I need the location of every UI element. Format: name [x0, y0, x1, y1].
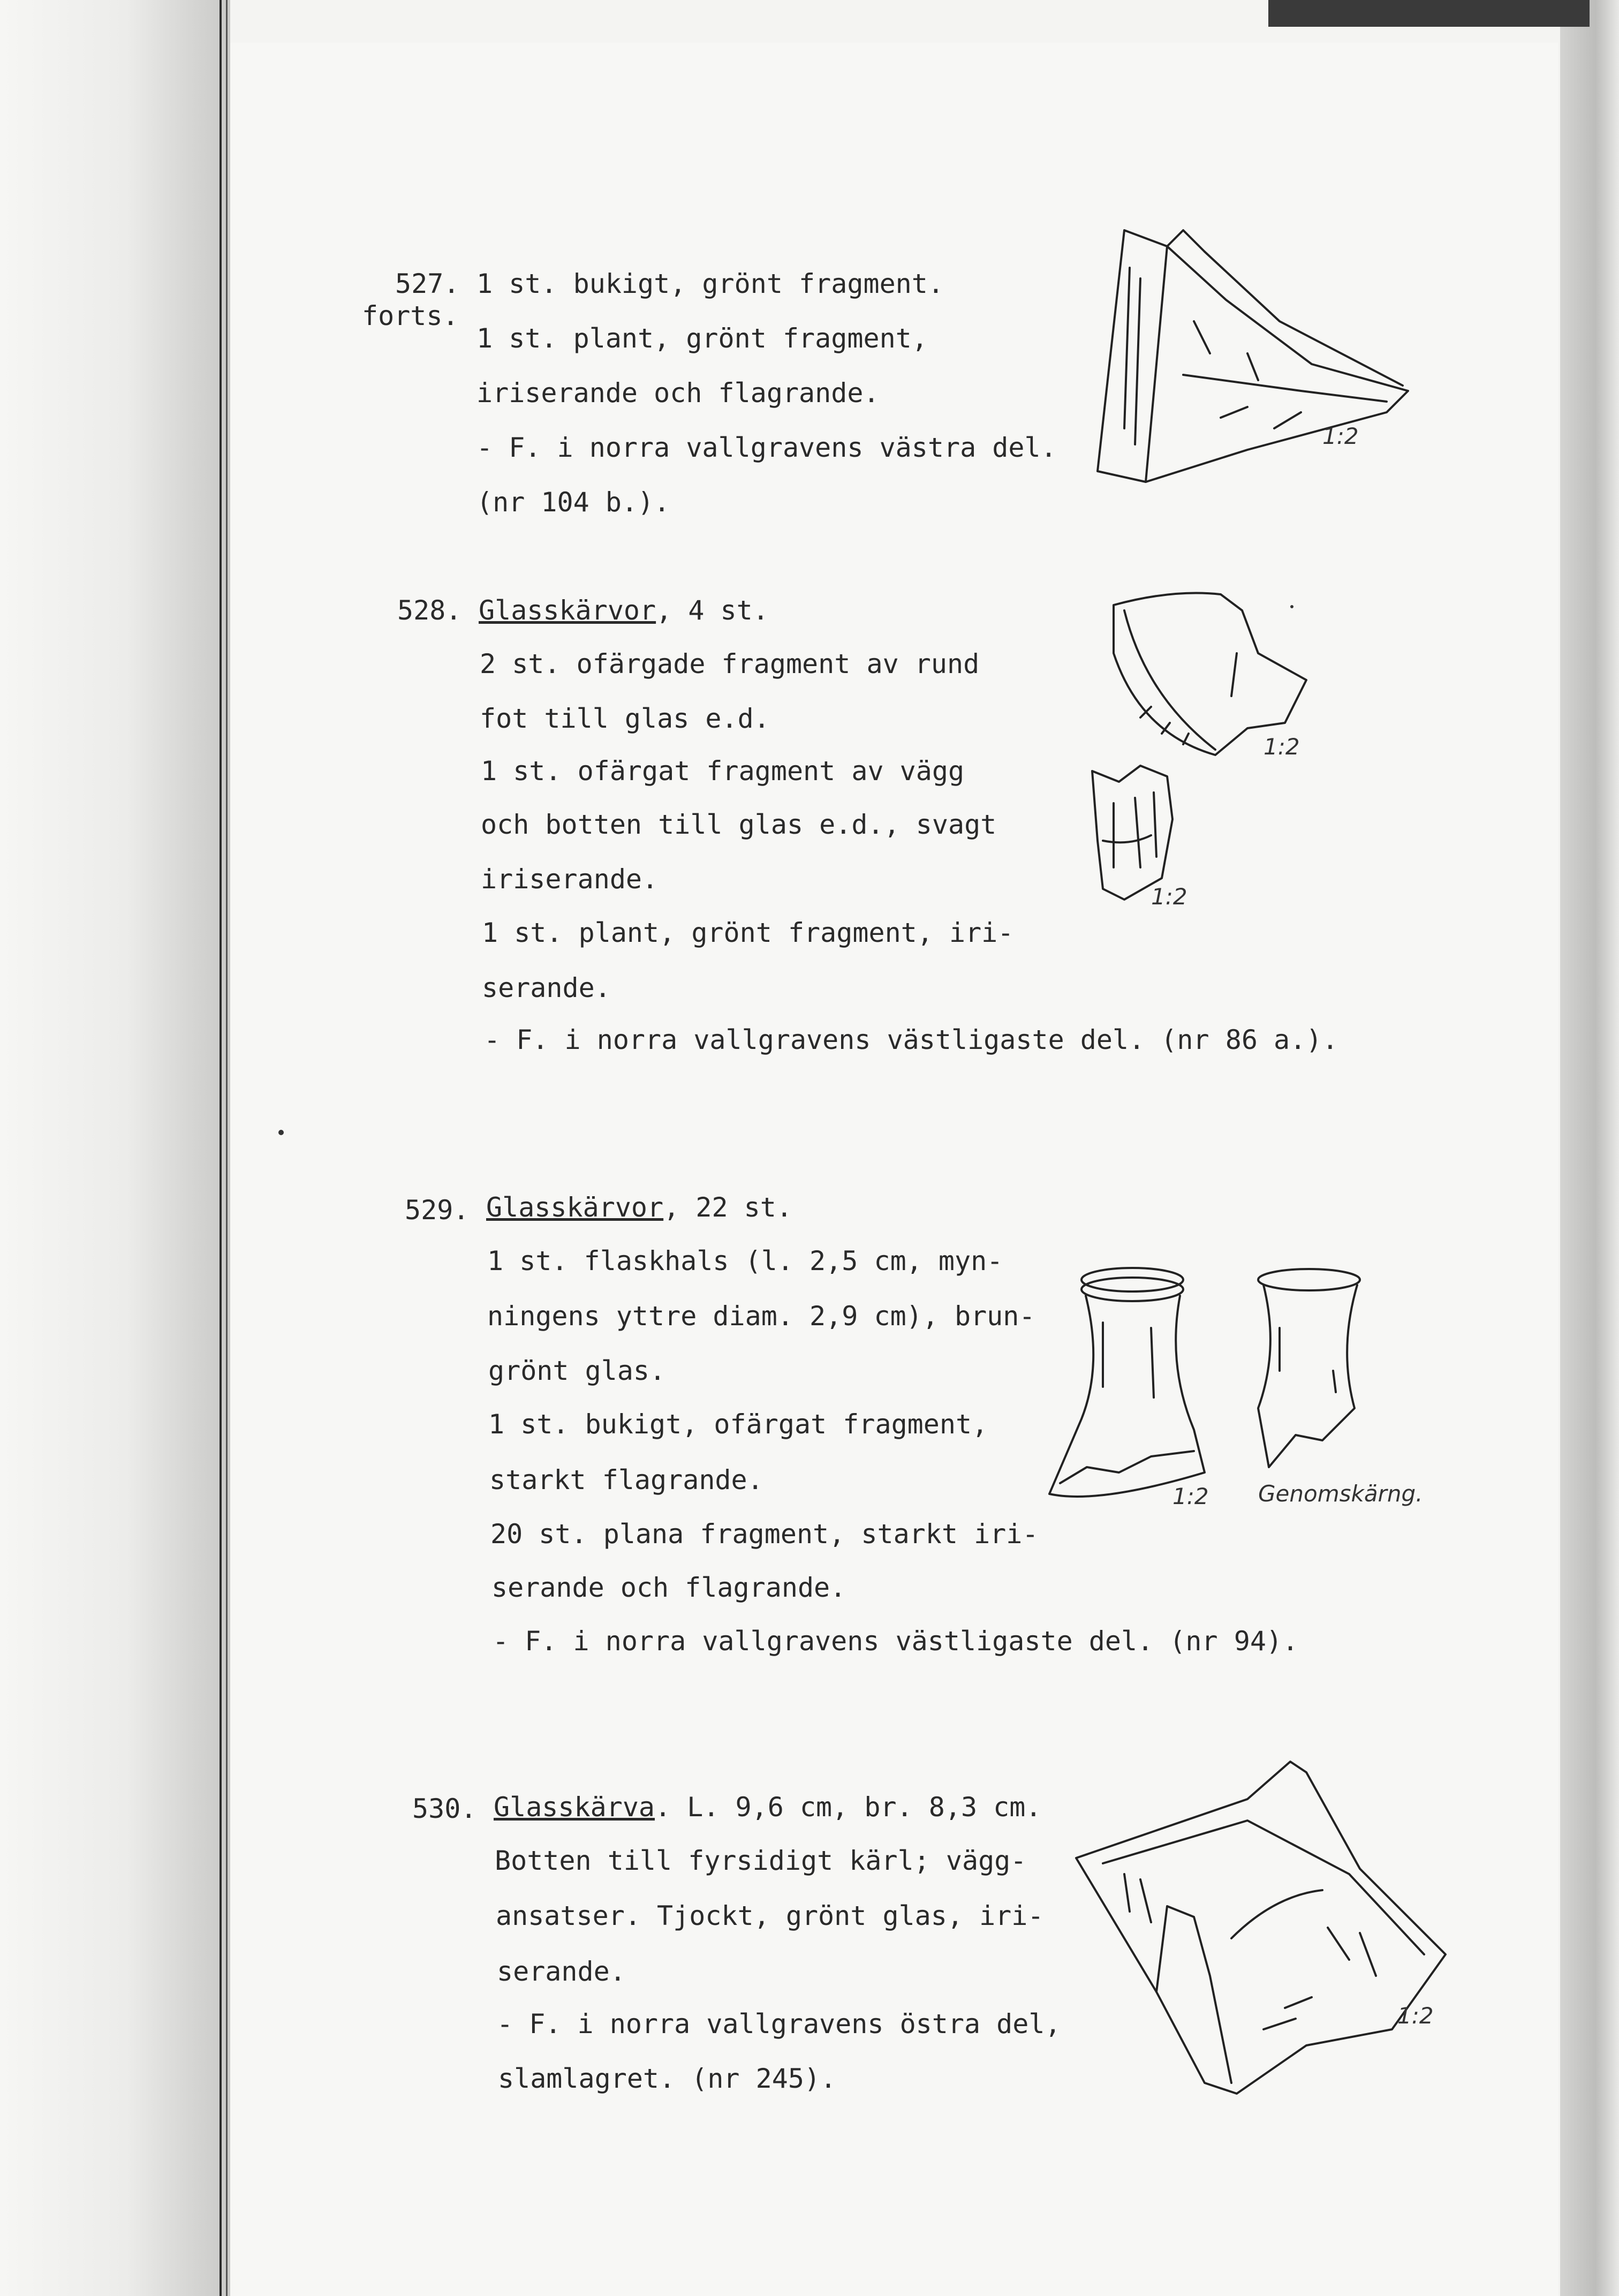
entry-line: fot till glas e.d.: [480, 703, 770, 734]
entry-heading: [494, 1791, 1042, 1823]
entry-line: grönt glas.: [488, 1355, 666, 1386]
entry-line: Botten till fyrsidigt kärl; vägg-: [495, 1845, 1027, 1876]
scale-label: 1:2: [1172, 1483, 1209, 1509]
entry-number: 529.: [405, 1195, 470, 1226]
entry-title-rest: . L. 9,6 cm, br. 8,3 cm.: [655, 1792, 1042, 1823]
entry-title: Glasskärvor: [479, 595, 656, 626]
entry-line: 1 st. flaskhals (l. 2,5 cm, myn-: [487, 1245, 1003, 1277]
entry-line: - F. i norra vallgravens västra del.: [476, 432, 1057, 463]
entry-title: Glasskärvor: [486, 1192, 664, 1223]
entry-line: - F. i norra vallgravens östra del,: [497, 2008, 1061, 2040]
entry-line: 1 st. plant, grönt fragment,: [476, 323, 928, 354]
entry-line: 1 st. ofärgat fragment av vägg: [481, 756, 965, 787]
bottle-neck-sketch-529: [1044, 1258, 1215, 1505]
scale-label: 1:2: [1264, 734, 1300, 760]
scale-label: 1:2: [1322, 423, 1359, 449]
spine-edge-line: [220, 0, 222, 2296]
fragment-sketch-527: [1087, 214, 1419, 503]
entry-line: slamlagret. (nr 245).: [498, 2063, 837, 2094]
entry-line: 2 st. ofärgade fragment av rund: [480, 648, 980, 679]
entry-number: 528.: [397, 595, 462, 626]
scale-label: 1:2: [1151, 883, 1187, 910]
entry-line: ningens yttre diam. 2,9 cm), brun-: [487, 1301, 1035, 1332]
entry-title-rest: , 22 st.: [663, 1192, 792, 1223]
spine-edge-line-inner: [226, 0, 228, 2296]
entry-heading: [479, 594, 769, 626]
entry-title-rest: , 4 st.: [656, 595, 769, 626]
entry-line: - F. i norra vallgravens västligaste del. (nr 94).: [493, 1626, 1299, 1657]
right-page-edge: [1560, 0, 1619, 2296]
entry-continued-label: forts.: [362, 300, 459, 331]
entry-line: - F. i norra vallgravens västligaste del. (nr 86 a.).: [484, 1024, 1338, 1055]
entry-heading: [486, 1191, 792, 1223]
entry-line: serande och flagrande.: [491, 1572, 846, 1603]
entry-line: iriserande och flagrande.: [476, 377, 880, 409]
entry-line: och botten till glas e.d., svagt: [481, 809, 997, 840]
stray-mark: [1290, 605, 1293, 608]
entry-number: 527.: [395, 268, 460, 299]
entry-line: 1 st. bukigt, ofärgat fragment,: [488, 1409, 988, 1440]
entry-line: serande.: [482, 972, 611, 1003]
entry-line: 1 st. bukigt, grönt fragment.: [476, 268, 944, 299]
book-spine-shadow: [0, 0, 230, 2296]
stray-mark: [278, 1130, 284, 1135]
entry-title: Glasskärva: [494, 1792, 655, 1823]
vessel-base-sketch-530: [1071, 1751, 1456, 2104]
entry-line: iriserande.: [481, 864, 659, 895]
entry-line: 20 st. plana fragment, starkt iri-: [490, 1519, 1039, 1550]
bottle-neck-section-sketch-529: [1247, 1264, 1376, 1478]
entry-line: 1 st. plant, grönt fragment, iri-: [482, 917, 1014, 948]
entry-line: (nr 104 b.).: [476, 487, 670, 518]
scale-label: 1:2: [1397, 2003, 1434, 2029]
top-right-dark-strip: [1268, 0, 1590, 27]
entry-number: 530.: [412, 1793, 477, 1824]
entry-line: starkt flagrande.: [489, 1464, 763, 1496]
entry-line: serande.: [497, 1956, 626, 1987]
entry-line: ansatser. Tjockt, grönt glas, iri-: [496, 1900, 1044, 1931]
section-label: Genomskärng.: [1258, 1481, 1423, 1507]
